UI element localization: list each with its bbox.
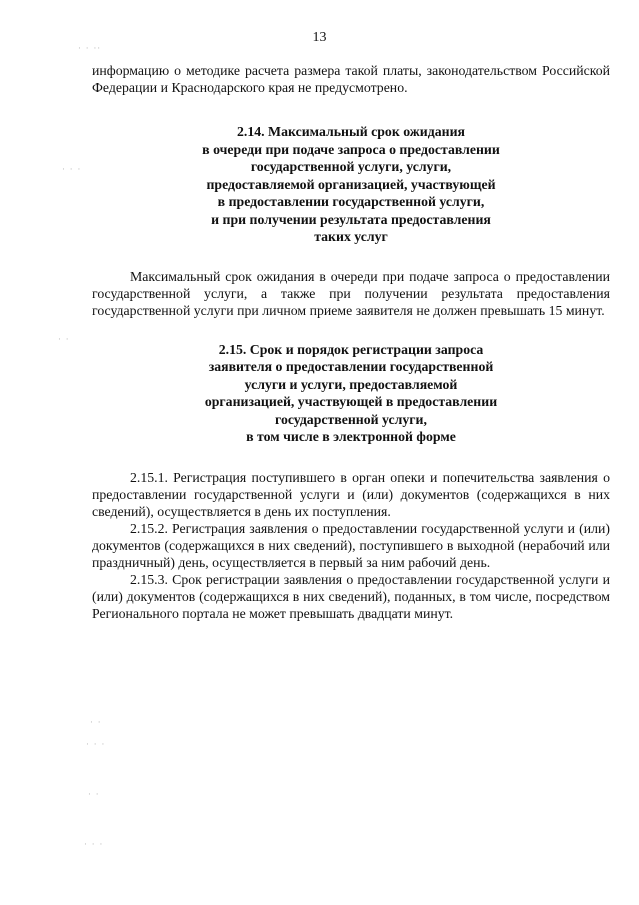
heading-line: организацией, участвующей в предоставлении — [204, 394, 498, 409]
heading-line: таких услуг — [314, 229, 388, 244]
page-number: 13 — [312, 30, 327, 45]
document-body — [92, 62, 610, 622]
heading-line: в том числе в электронной форме — [246, 429, 456, 444]
heading-line: услуги и услуги, предоставляемой — [244, 376, 458, 392]
heading-line: предоставляемой организацией, участвующей — [206, 176, 496, 192]
scan-artifact: · · — [58, 335, 70, 345]
scan-artifact: · · · — [84, 840, 104, 850]
scan-artifact: · · — [88, 790, 100, 800]
section-2-14-heading — [92, 123, 610, 246]
section-2-15-heading — [92, 341, 610, 446]
section-2-14-paragraph: Максимальный срок ожидания в очереди при подаче запроса о предоставлении государственной услуги, а также при получении результата предоставления государственной услуги при личном приеме заявителя не должен превышать 15 минут. — [92, 268, 610, 318]
heading-line: заявителя о предоставлении государственной — [208, 359, 494, 374]
heading-line: государственной услуги, услуги, — [250, 159, 452, 174]
paragraph-2-15-2: 2.15.2. Регистрация заявления о предоставлении государственной услуги и (или) документов (содержащихся в них сведений), поступившего в выходной (нерабочий или праздничный) день, осуществляется в первый за ним рабочий день. — [92, 520, 610, 570]
heading-line: в очереди при подаче запроса о предоставлении — [202, 141, 500, 157]
scan-artifact: · · ·· — [78, 44, 102, 54]
scan-artifact: · · · — [62, 165, 82, 175]
intro-paragraph: информацию о методике расчета размера такой платы, законодательством Российской Федерации и Краснодарского края не предусмотрено. — [92, 63, 610, 95]
scan-artifact: · · · — [86, 740, 106, 750]
scan-artifact: · · — [90, 718, 102, 728]
heading-line: 2.15. Срок и порядок регистрации запроса — [218, 341, 484, 357]
heading-line: и при получении результата предоставления — [211, 211, 491, 227]
heading-line: в предоставлении государственной услуги, — [217, 194, 485, 209]
heading-line: государственной услуги, — [275, 411, 427, 427]
paragraph-2-15-3: 2.15.3. Срок регистрации заявления о предоставлении государственной услуги и (или) документов (содержащихся в них сведений), поданных, в том числе, посредством Регионального портала не может превышать двадцати минут. — [92, 571, 610, 621]
heading-line: 2.14. Максимальный срок ожидания — [237, 124, 465, 139]
paragraph-2-15-1: 2.15.1. Регистрация поступившего в орган опеки и попечительства заявления о предоставлении государственной услуги и (или) документов (содержащихся в них сведений), осуществляется в день их поступления. — [92, 469, 610, 519]
